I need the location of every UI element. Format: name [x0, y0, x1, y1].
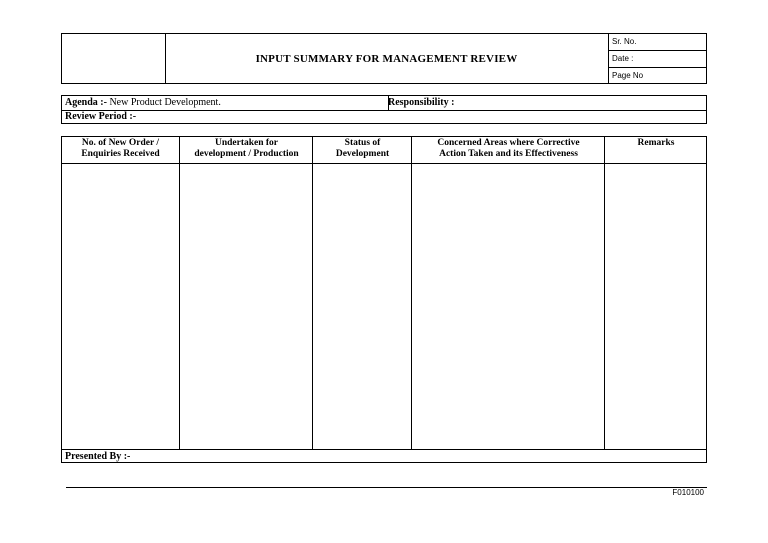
responsibility-label: Responsibility : [388, 97, 455, 108]
column-header [62, 137, 179, 164]
summary-table [61, 136, 707, 463]
review-period-label: Review Period :- [65, 111, 137, 122]
header-line: Development [335, 149, 390, 159]
presented-by-label: Presented By :- [62, 449, 706, 462]
header-line: Concerned Areas where Corrective [437, 138, 580, 148]
header-line: Enquiries Received [81, 149, 160, 159]
column-header [412, 137, 605, 164]
header-line: No. of New Order / [81, 138, 160, 148]
column-header [180, 137, 313, 164]
review-period-row [62, 110, 706, 123]
page-no-field: Page No [609, 67, 707, 83]
sr-no-field: Sr. No. [612, 37, 637, 46]
logo-cell [62, 34, 166, 83]
form-title: INPUT SUMMARY FOR MANAGEMENT REVIEW [255, 52, 518, 65]
header-line: Action Taken and its Effectiveness [439, 149, 578, 159]
header-line: Remarks [637, 138, 675, 148]
agenda-value: New Product Development. [109, 97, 221, 108]
column-new-orders [62, 137, 179, 449]
responsibility-cell [385, 96, 709, 110]
header-line: Status of [344, 138, 381, 148]
column-header [313, 137, 412, 164]
column-header [605, 137, 707, 164]
column-status [312, 137, 412, 449]
header-line: development / Production [194, 149, 299, 159]
meta-block [608, 34, 707, 83]
review-period-cell [62, 110, 136, 123]
date-field: Date : [609, 50, 707, 66]
column-undertaken [179, 137, 313, 449]
agenda-row [62, 96, 706, 111]
document-code: F010100 [672, 488, 704, 497]
agenda-label: Agenda :- [65, 97, 107, 108]
agenda-block [61, 95, 707, 124]
column-remarks [604, 137, 707, 449]
form-header [61, 33, 707, 84]
header-line: Undertaken for [214, 138, 279, 148]
agenda-cell [62, 96, 389, 110]
column-corrective-action [411, 137, 605, 449]
